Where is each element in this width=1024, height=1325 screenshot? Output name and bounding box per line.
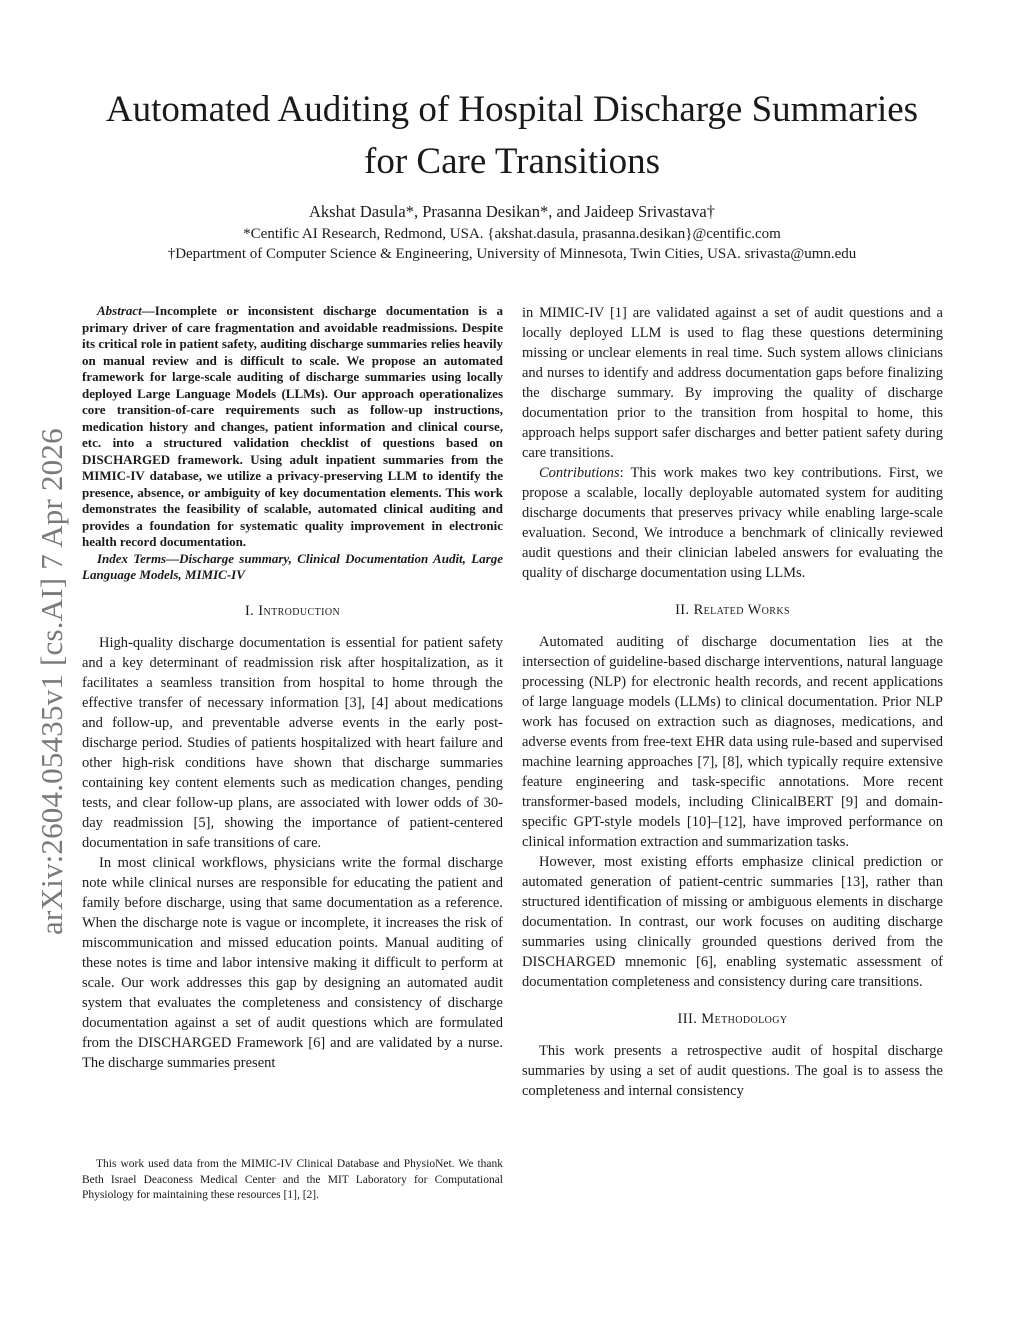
author-list: Akshat Dasula*, Prasanna Desikan*, and Jaideep Srivastava† [309, 202, 715, 221]
abstract-label: Abstract [97, 303, 142, 318]
right-column [522, 303, 943, 1101]
contributions-label: Contributions [539, 465, 620, 481]
intro-paragraph-2: In most clinical workflows, physicians write the formal discharge note while clinical nurses are responsible for educating the patient and family before discharge, using that same documentation as a reference. When the discharge note is vague or incomplete, it increases the risk of miscommunication and missed education points. Manual auditing of these notes is time and labor intensive making it difficult to perform at scale. Our work addresses this gap by designing an automated audit system that evaluates the completeness and consistency of discharge documentation against a set of audit questions which are formulated from the DISCHARGED Framework [6] and are validated by a nurse. The discharge summaries present [82, 854, 503, 1071]
contributions-paragraph [522, 463, 943, 583]
methodology-paragraph-1: This work presents a retrospective audit of hospital discharge summaries by using a set of audit questions. The goal is to assess the completeness and internal consistency [522, 1043, 943, 1099]
section-heading-introduction: I. Introduction [244, 602, 341, 619]
related-paragraph-1: Automated auditing of discharge documentation lies at the intersection of guideline-based discharge interventions, natural language processing (NLP) for electronic health records, and recent applications of large language models (LLMs) to clinical documentation. Prior NLP work has focused on extraction such as diagnoses, medications, and adverse events from free-text EHR data using rule-based and supervised machine learning approaches [7], [8], which typically require extensive feature engineering and task-specific annotations. More recent transformer-based models, including ClinicalBERT [9] and domain-specific GPT-style models [10]–[12], have improved performance on clinical information extraction and summarization tasks. [522, 634, 943, 850]
footnote: This work used data from the MIMIC-IV Clinical Database and PhysioNet. We thank Beth Israel Deaconess Medical Center and the MIT Laboratory for Computational Physiology for maintaining these resources [1], [2]. [82, 1158, 503, 1201]
contributions-text: : This work makes two key contributions. First, we propose a scalable, locally deployable automated system for auditing discharge documents that preserves privacy while enabling large-scale evaluation. Second, We introduce a benchmark of clinically reviewed audit questions and their clinician labeled answers for evaluating the quality of discharge documentation using LLMs. [522, 465, 943, 581]
arxiv-identifier-stamp: arXiv:2604.05435v1 [cs.AI] 7 Apr 2026 [34, 428, 69, 935]
affiliation-centific: *Centific AI Research, Redmond, USA. {akshat.dasula, prasanna.desikan}@centific.com [243, 226, 781, 242]
related-paragraph-2: However, most existing efforts emphasize clinical prediction or automated generation of patient-centric summaries [13], rather than structured identification of missing or ambiguous elements in discharge documentation. In contrast, our work focuses on auditing discharge summaries using clinically grounded questions derived from the DISCHARGED mnemonic [6], enabling systematic assessment of documentation completeness and consistency during care transitions. [522, 854, 943, 990]
index-terms: Index Terms—Discharge summary, Clinical Documentation Audit, Large Language Models, MIMIC-IV [82, 550, 503, 582]
abstract [82, 303, 503, 551]
intro-paragraph-1: High-quality discharge documentation is essential for patient safety and a key determinant of readmission risk after hospitalization, as it facilitates a seamless transition from hospital to home through the effective transfer of necessary information [3], [4] about medications and follow-up, and preventable adverse events in the early post-discharge period. Studies of patients hospitalized with heart failure and other high-risk conditions have shown that discharge summaries containing key content elements such as medication changes, pending tests, and clear follow-up plans, are associated with lower odds of 30-day readmission [5], showing the importance of patient-centered documentation in safe transitions of care. [82, 634, 503, 851]
abstract-text: —Incomplete or inconsistent discharge documentation is a primary driver of care fragmentation and avoidable readmissions. Despite its critical role in patient safety, auditing discharge summaries relies heavily on manual review and is difficult to scale. We propose an automated framework for large-scale auditing of discharge summaries using locally deployed Large Language Models (LLMs). Our approach operationalizes core transition-of-care requirements such as follow-up instructions, medication history and changes, patient information and clinical course, etc. into a structured validation checklist of questions based on DISCHARGED framework. Using adult inpatient summaries from the MIMIC-IV database, we utilize a privacy-preserving LLM to identify the presence, absence, or ambiguity of key documentation elements. This work demonstrates the feasibility of scalable, automated clinical auditing and provides a foundation for systematic quality improvement in electronic health record documentation. [82, 303, 503, 549]
affiliation-umn: †Department of Computer Science & Engineering, University of Minnesota, Twin Cities, USA. srivasta@umn.edu [167, 246, 857, 262]
section-heading-methodology: III. Methodology [677, 1011, 788, 1027]
page-title: Automated Auditing of Hospital Discharge Summaries for Care Transitions [105, 89, 919, 182]
left-column [82, 303, 503, 1073]
intro-paragraph-continued: in MIMIC-IV [1] are validated against a set of audit questions and a locally deployed LLM is used to flag these questions determining missing or unclear elements in real time. Such system allows clinicians and nurses to identify and address documentation gaps before finalizing the discharge summary. By improving the quality of discharge documentation prior to the transition from hospital to home, this approach helps support safer discharges and better patient safety during care transitions. [522, 305, 943, 461]
section-heading-related-works: II. Related Works [675, 602, 790, 618]
